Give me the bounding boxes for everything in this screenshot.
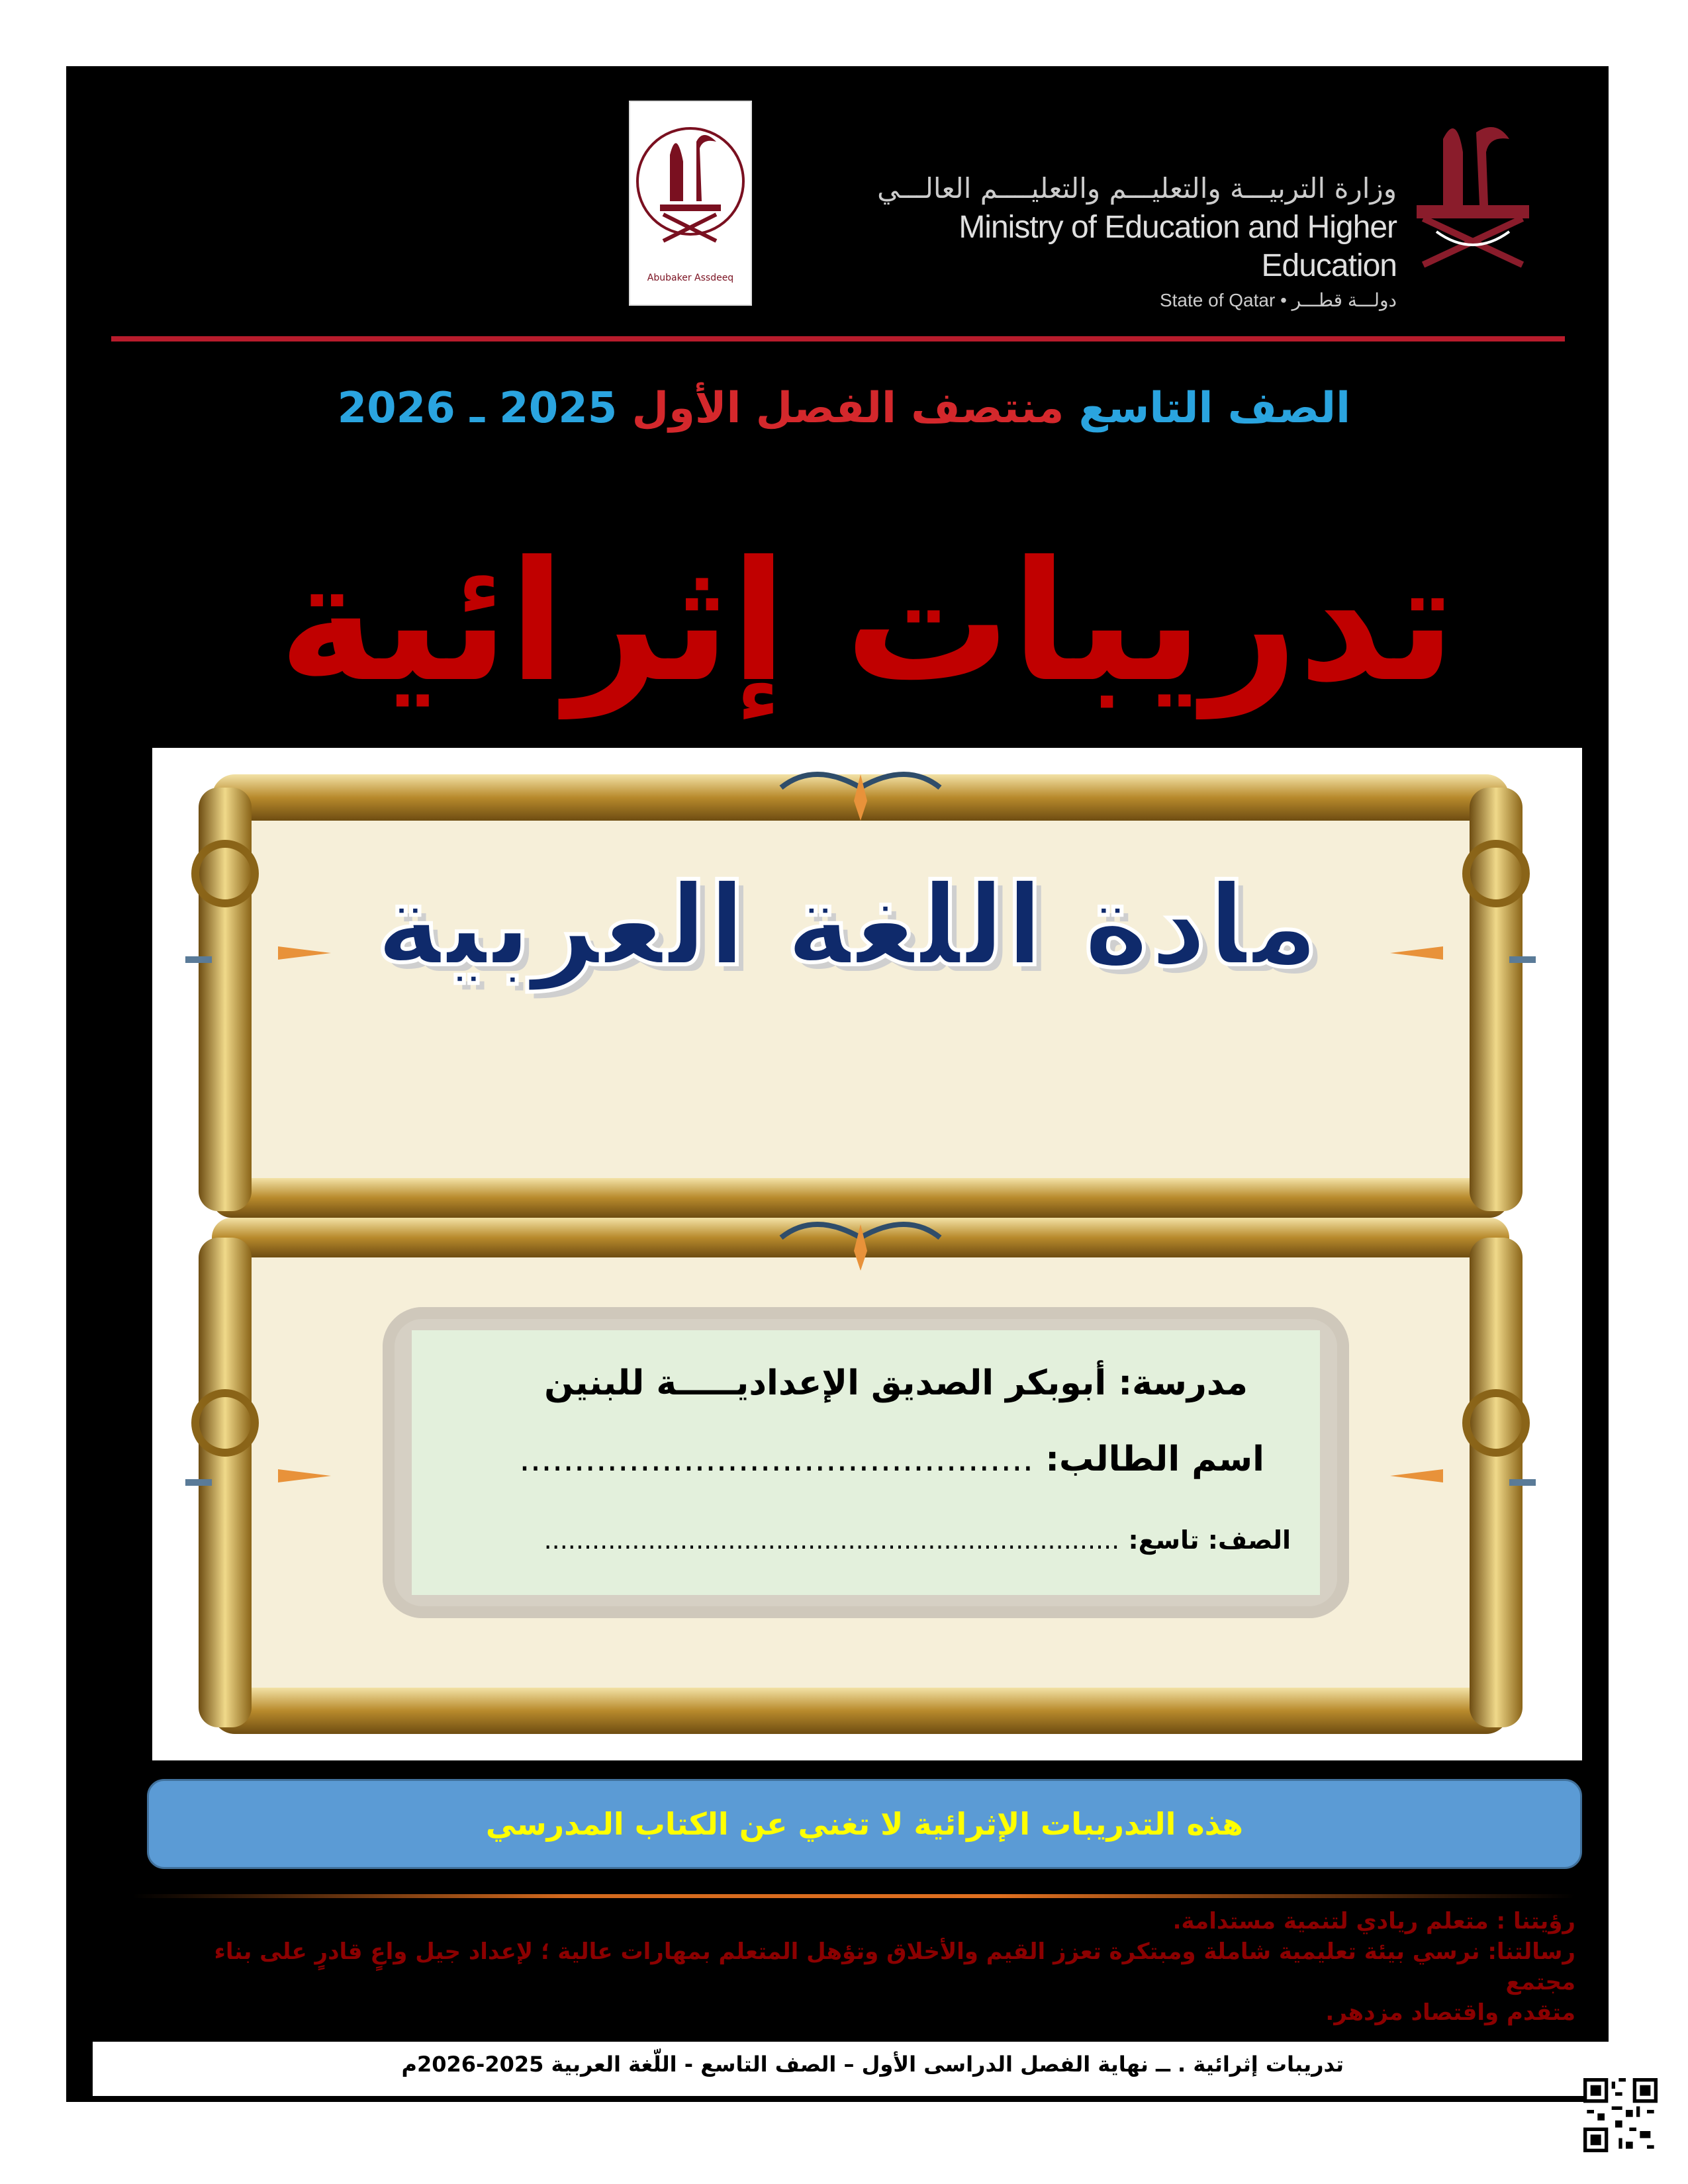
school-logo [629,101,752,306]
ministry-name [861,169,1397,316]
student-name-line[interactable] [519,1439,1264,1479]
mission-line: رسالتنا: نرسي بيئة تعليمية شاملة ومبتكرة تعزز القيم والأخلاق وتؤهل المتعلم بمهارات عالية ؛ لإعداد جيل واعٍ قادرٍ على بناء مجتمع [214,1938,1575,1995]
mission-line-cont: متقدم واقتصاد مزدهر. [1325,1999,1575,2026]
ministry-emblem [1397,113,1549,291]
student-name-label: اسم الطالب: [1045,1439,1264,1479]
state-line: State of Qatar • دولـــة قطـــر [1159,290,1397,310]
svg-text:Abubaker Assdeeq: Abubaker Assdeeq [647,273,734,283]
grade-line [199,384,1350,433]
footer-text: تدريبات إثرائية . ــ نهاية الفصل الدراسى الأول – الصف التاسع - اللّغة العربية 2025-2026م [401,2052,1344,2077]
class-blank[interactable]: ........................................................................ [543,1525,1120,1555]
ministry-name-ar: وزارة التربيـــة والتعليـــم والتعليــــم العالـــي [877,172,1397,205]
header-divider [111,336,1565,341]
main-title: تدريبات إثرائية [278,525,1456,718]
note-text: هذه التدريبات الإثرائية لا تغني عن الكتاب المدرسي [485,1806,1244,1842]
school-line [544,1363,1248,1403]
vision-mission [165,1906,1575,2028]
subject-title: مادة اللغة العربية [375,860,1319,991]
orange-divider [132,1894,1575,1898]
student-name-blank[interactable]: ............................................... [519,1439,1034,1479]
ministry-name-en: Ministry of Education and Higher Education [959,210,1397,283]
school-name: أبوبكر الصديق الإعداديـــــة للبنين [544,1363,1107,1403]
class-line[interactable] [544,1525,1291,1555]
school-label: مدرسة: [1118,1363,1248,1403]
class-label: الصف: [1207,1525,1291,1555]
note-box [147,1779,1582,1869]
academic-year: 2025 ـ 2026 [337,384,618,433]
term-name: منتصف الفصل الأول [632,384,1064,433]
class-value: تاسع: [1128,1525,1199,1555]
qr-code-icon[interactable] [1583,2078,1658,2152]
grade-name: الصف التاسع [1078,384,1350,433]
vision-line: رؤيتنا : متعلم ريادي لتنمية مستدامة. [1172,1908,1575,1934]
